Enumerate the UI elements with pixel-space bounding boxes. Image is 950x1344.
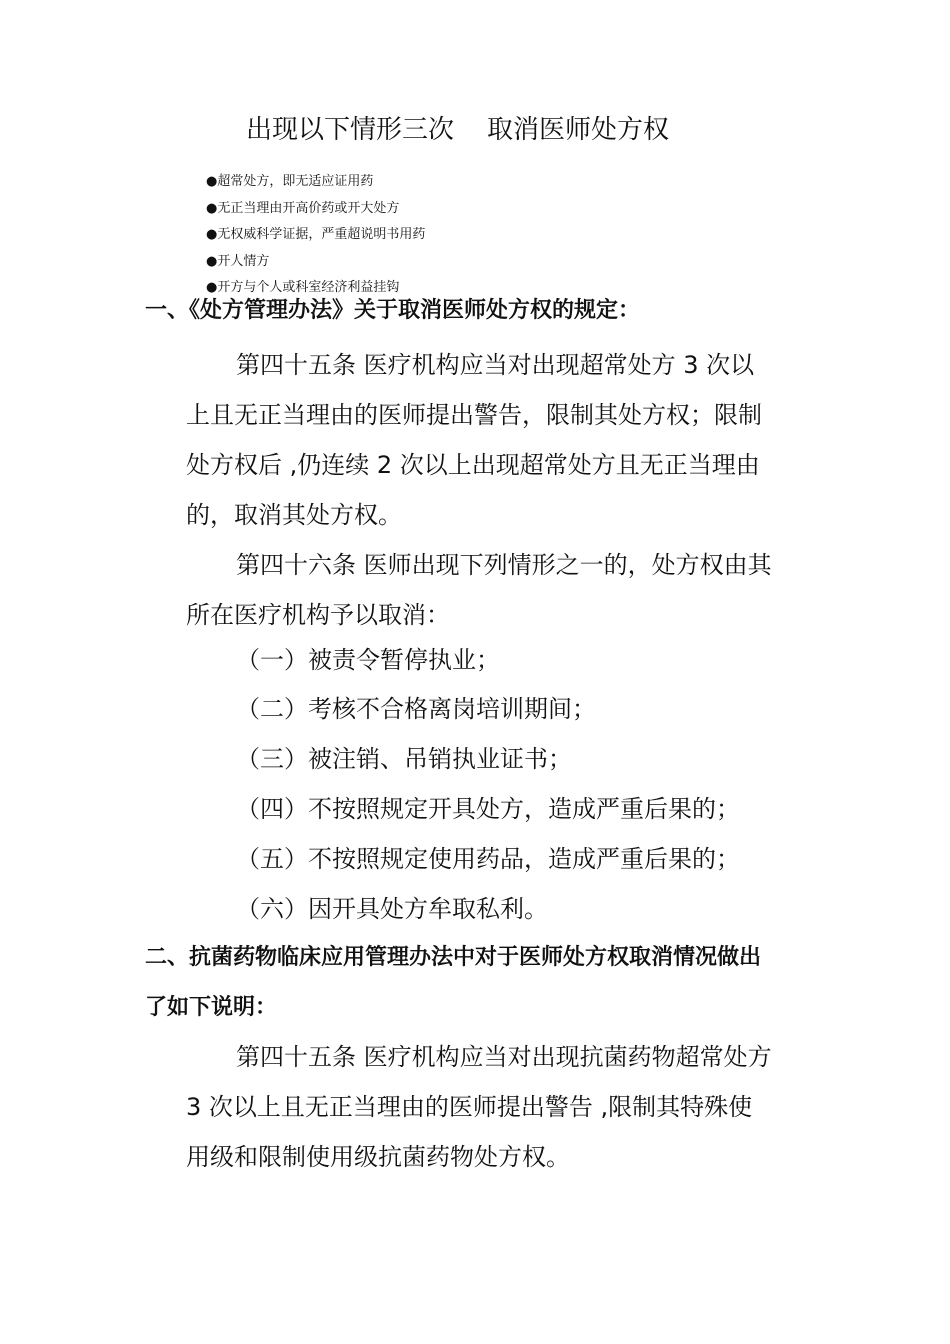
page-title: 出现以下情形三次 取消医师处方权: [246, 115, 670, 145]
list-item: （四）不按照规定开具处方，造成严重后果的；: [236, 795, 740, 823]
bullet-item: ●无正当理由开高价药或开大处方: [206, 200, 400, 216]
list-item: （六）因开具处方牟取私利。: [236, 895, 548, 923]
bullet-item: ●无权威科学证据，严重超说明书用药: [206, 227, 426, 242]
bullet-item: ●开人情方: [206, 253, 270, 269]
section2-article45: 第四十五条 医疗机构应当对出现抗菌药物超常处方 3 次以上且无正当理由的医师提出警告 ,限制其特殊使用级和限制使用级抗菌药物处方权。: [186, 1043, 772, 1171]
list-item: （三）被注销、吊销执业证书；: [236, 745, 572, 773]
section2-heading: 二、抗菌药物临床应用管理办法中对于医师处方权取消情况做出了如下说明：: [145, 945, 762, 1020]
bullet-item: ●开方与个人或科室经济利益挂钩: [206, 280, 400, 295]
list-item: （五）不按照规定使用药品，造成严重后果的；: [236, 845, 740, 873]
bullet-item: ●超常处方，即无适应证用药: [206, 174, 374, 189]
section1-heading: 一、《处方管理办法》关于取消医师处方权的规定：: [145, 298, 641, 323]
section1-article46: 第四十六条 医师出现下列情形之一的，处方权由其所在医疗机构予以取消：: [186, 551, 772, 629]
list-item: （二）考核不合格离岗培训期间；: [236, 695, 596, 723]
section1-article45: 第四十五条 医疗机构应当对出现超常处方 3 次以上且无正当理由的医师提出警告，限制其处方权；限制处方权后 ,仍连续 2 次以上出现超常处方且无正当理由的，取消其处方权。: [186, 351, 762, 529]
list-item: （一）被责令暂停执业；: [236, 646, 500, 674]
